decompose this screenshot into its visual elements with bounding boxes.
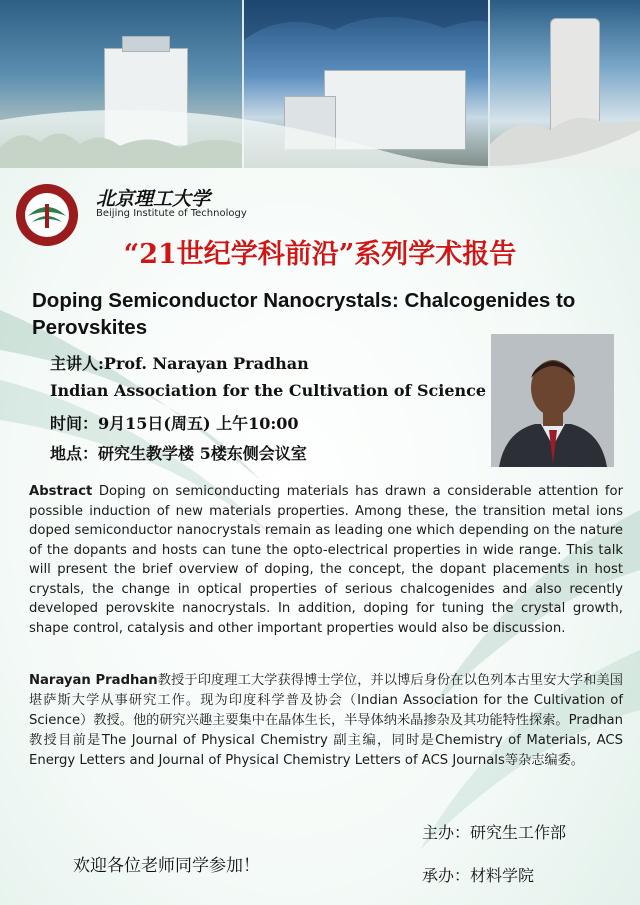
host-org: 主办：研究生工作部 — [422, 823, 567, 842]
university-name-cn: 北京理工大学 — [96, 188, 211, 210]
speaker-portrait — [491, 334, 614, 467]
bio-text: 教授于印度理工大学获得博士学位，并以博后身份在以色列本古里安大学和美国堪萨斯大学从事研究工作。现为印度科学普及协会（Indian Association for the Cultivation of Science）教授。他的研究兴趣主要集中在晶体生长，半导体纳米晶掺杂及其功能特性探索。Pradhan教授目前是The Journal of Physical Chemistry 副主编，同时是Chemistry of Materials, ACS Energy Letters and Journal of Physical Chemistry Letters of ACS Journals等杂志编委。 — [29, 673, 623, 768]
affiliation-line: Indian Association for the Cultivation of Science — [50, 381, 487, 400]
series-title: “21世纪学科前沿”系列学术报告 — [123, 239, 517, 270]
location-line: 地点：研究生教学楼 5楼东侧会议室 — [50, 444, 307, 463]
talk-title: Doping Semiconductor Nanocrystals: Chalcogenides to Perovskites — [32, 289, 576, 339]
welcome-message: 欢迎各位老师同学参加！ — [73, 856, 260, 876]
abstract-paragraph — [29, 482, 623, 638]
bio-name: Narayan Pradhan — [29, 673, 158, 688]
time-line: 时间：9月15日(周五) 上午10:00 — [50, 414, 299, 433]
speaker-line: 主讲人:Prof. Narayan Pradhan — [50, 354, 309, 373]
university-name-en: Beijing Institute of Technology — [96, 208, 247, 219]
abstract-label: Abstract — [29, 484, 93, 499]
abstract-text: Doping on semiconducting materials has drawn a considerable attention for possible induction of new materials properties. Among these, the transition metal ions doped semiconductor nanocrystals remain as leading one which depending on the nature of the dopants and hosts can tune the opto-electrical properties in wide range. This talk will present the brief overview of doping, the concept, the dopant placements in host crystals, the change in optical properties of serious chalcogenides and also recently developed perovskite nanocrystals. In addition, doping for tuning the crystal growth, shape control, catalysis and other important properties would also be discussion. — [29, 484, 623, 636]
co-host-org: 承办：材料学院 — [422, 866, 535, 885]
campus-photo-banner — [0, 0, 640, 168]
speaker-bio — [29, 671, 623, 771]
